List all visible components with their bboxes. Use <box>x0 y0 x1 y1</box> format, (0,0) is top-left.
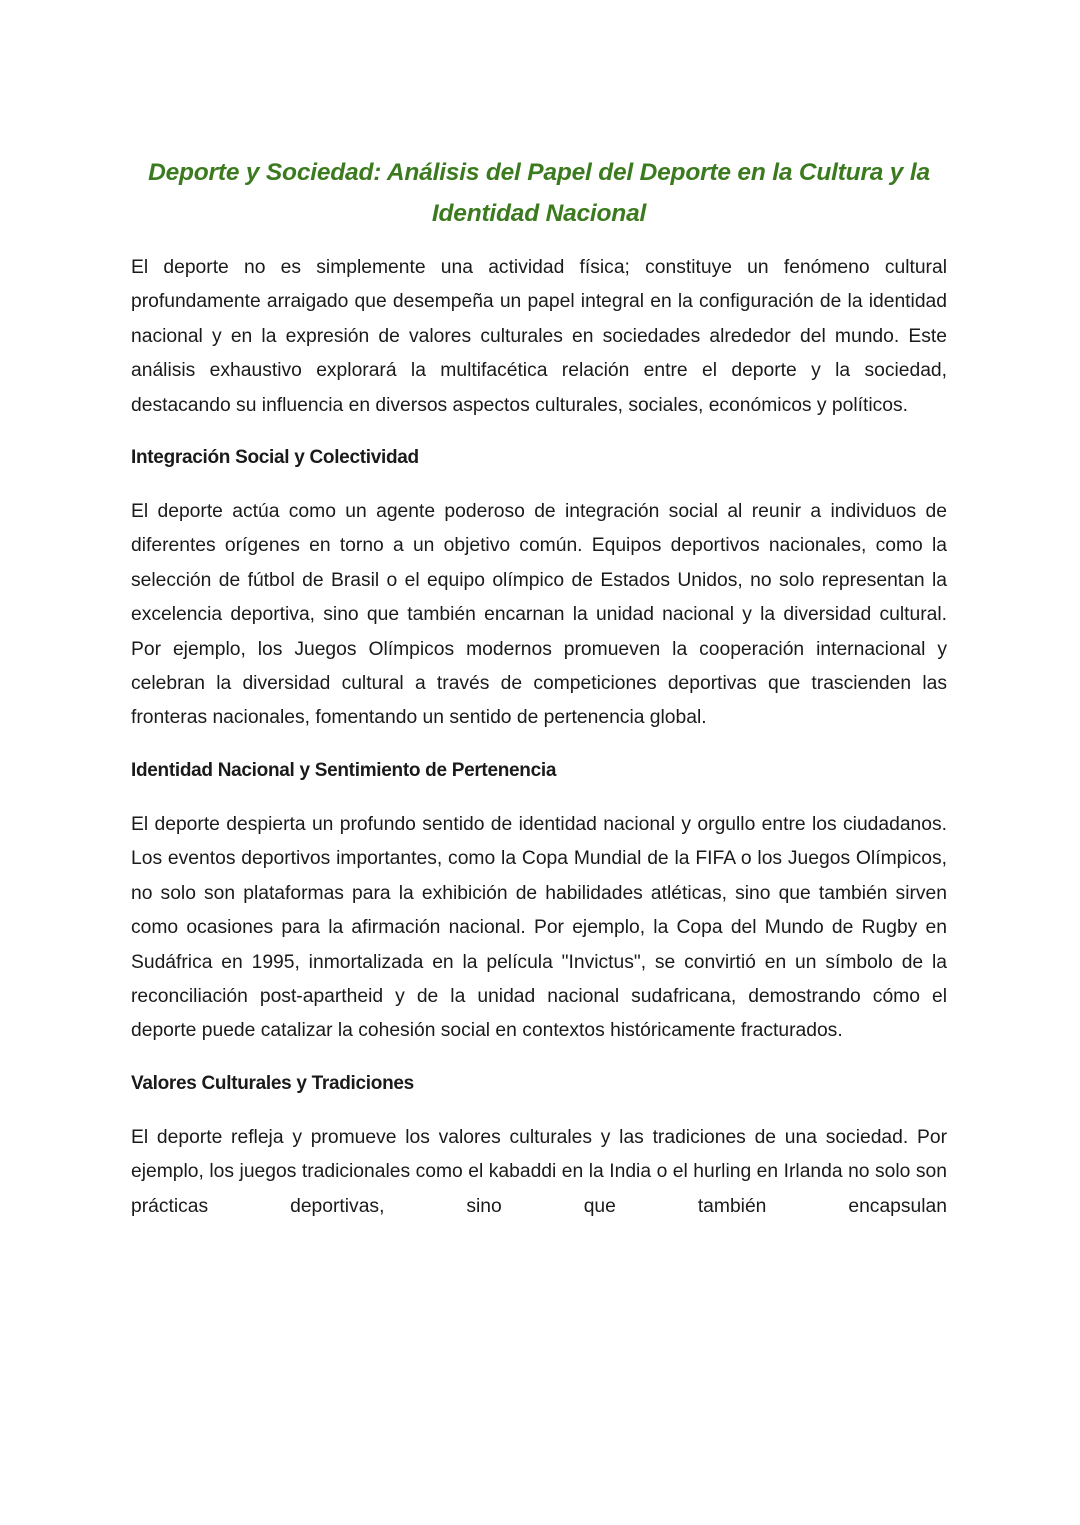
section-heading-identidad-nacional: Identidad Nacional y Sentimiento de Pertenencia <box>131 759 557 781</box>
document-title: Deporte y Sociedad: Análisis del Papel del Deporte en la Cultura y la Identidad Nacional <box>148 159 930 227</box>
section-body-valores-culturales: El deporte refleja y promueve los valores culturales y las tradiciones de una sociedad. Por ejemplo, los juegos tradicionales como el kabaddi en la India o el hurling en Irlanda no solo son prácticas deportivas, sino que también encapsulan <box>131 1126 947 1217</box>
document-page <box>131 152 947 1244</box>
intro-paragraph: El deporte no es simplemente una actividad física; constituye un fenómeno cultural profundamente arraigado que desempeña un papel integral en la configuración de la identidad nacional y en la expresión de valores culturales en sociedades alrededor del mundo. Este análisis exhaustivo explorará la multifacética relación entre el deporte y la sociedad, destacando su influencia en diversos aspectos culturales, sociales, económicos y políticos. <box>131 257 947 416</box>
section-heading-integracion-social: Integración Social y Colectividad <box>131 447 419 469</box>
section-body-integracion-social: El deporte actúa como un agente poderoso de integración social al reunir a individuos de diferentes orígenes en torno a un objetivo común. Equipos deportivos nacionales, como la selección de fútbol de Brasil o el equipo olímpico de Estados Unidos, no solo representan la excelencia deportiva, sino que también encarnan la unidad nacional y la diversidad cultural. Por ejemplo, los Juegos Olímpicos modernos promueven la cooperación internacional y celebran la diversidad cultural a través de competiciones deportivas que trascienden las fronteras nacionales, fomentando un sentido de pertenencia global. <box>131 501 947 729</box>
section-body-identidad-nacional: El deporte despierta un profundo sentido de identidad nacional y orgullo entre los ciudadanos. Los eventos deportivos importantes, como la Copa Mundial de la FIFA o los Juegos Olímpicos, no solo son plataformas para la exhibición de habilidades atléticas, sino que también sirven como ocasiones para la afirmación nacional. Por ejemplo, la Copa del Mundo de Rugby en Sudáfrica en 1995, inmortalizada en la película "Invictus", se convirtió en un símbolo de la reconciliación post-apartheid y de la unidad nacional sudafricana, demostrando cómo el deporte puede catalizar la cohesión social en contextos históricamente fracturados. <box>131 813 947 1042</box>
section-heading-valores-culturales: Valores Culturales y Tradiciones <box>131 1072 414 1094</box>
